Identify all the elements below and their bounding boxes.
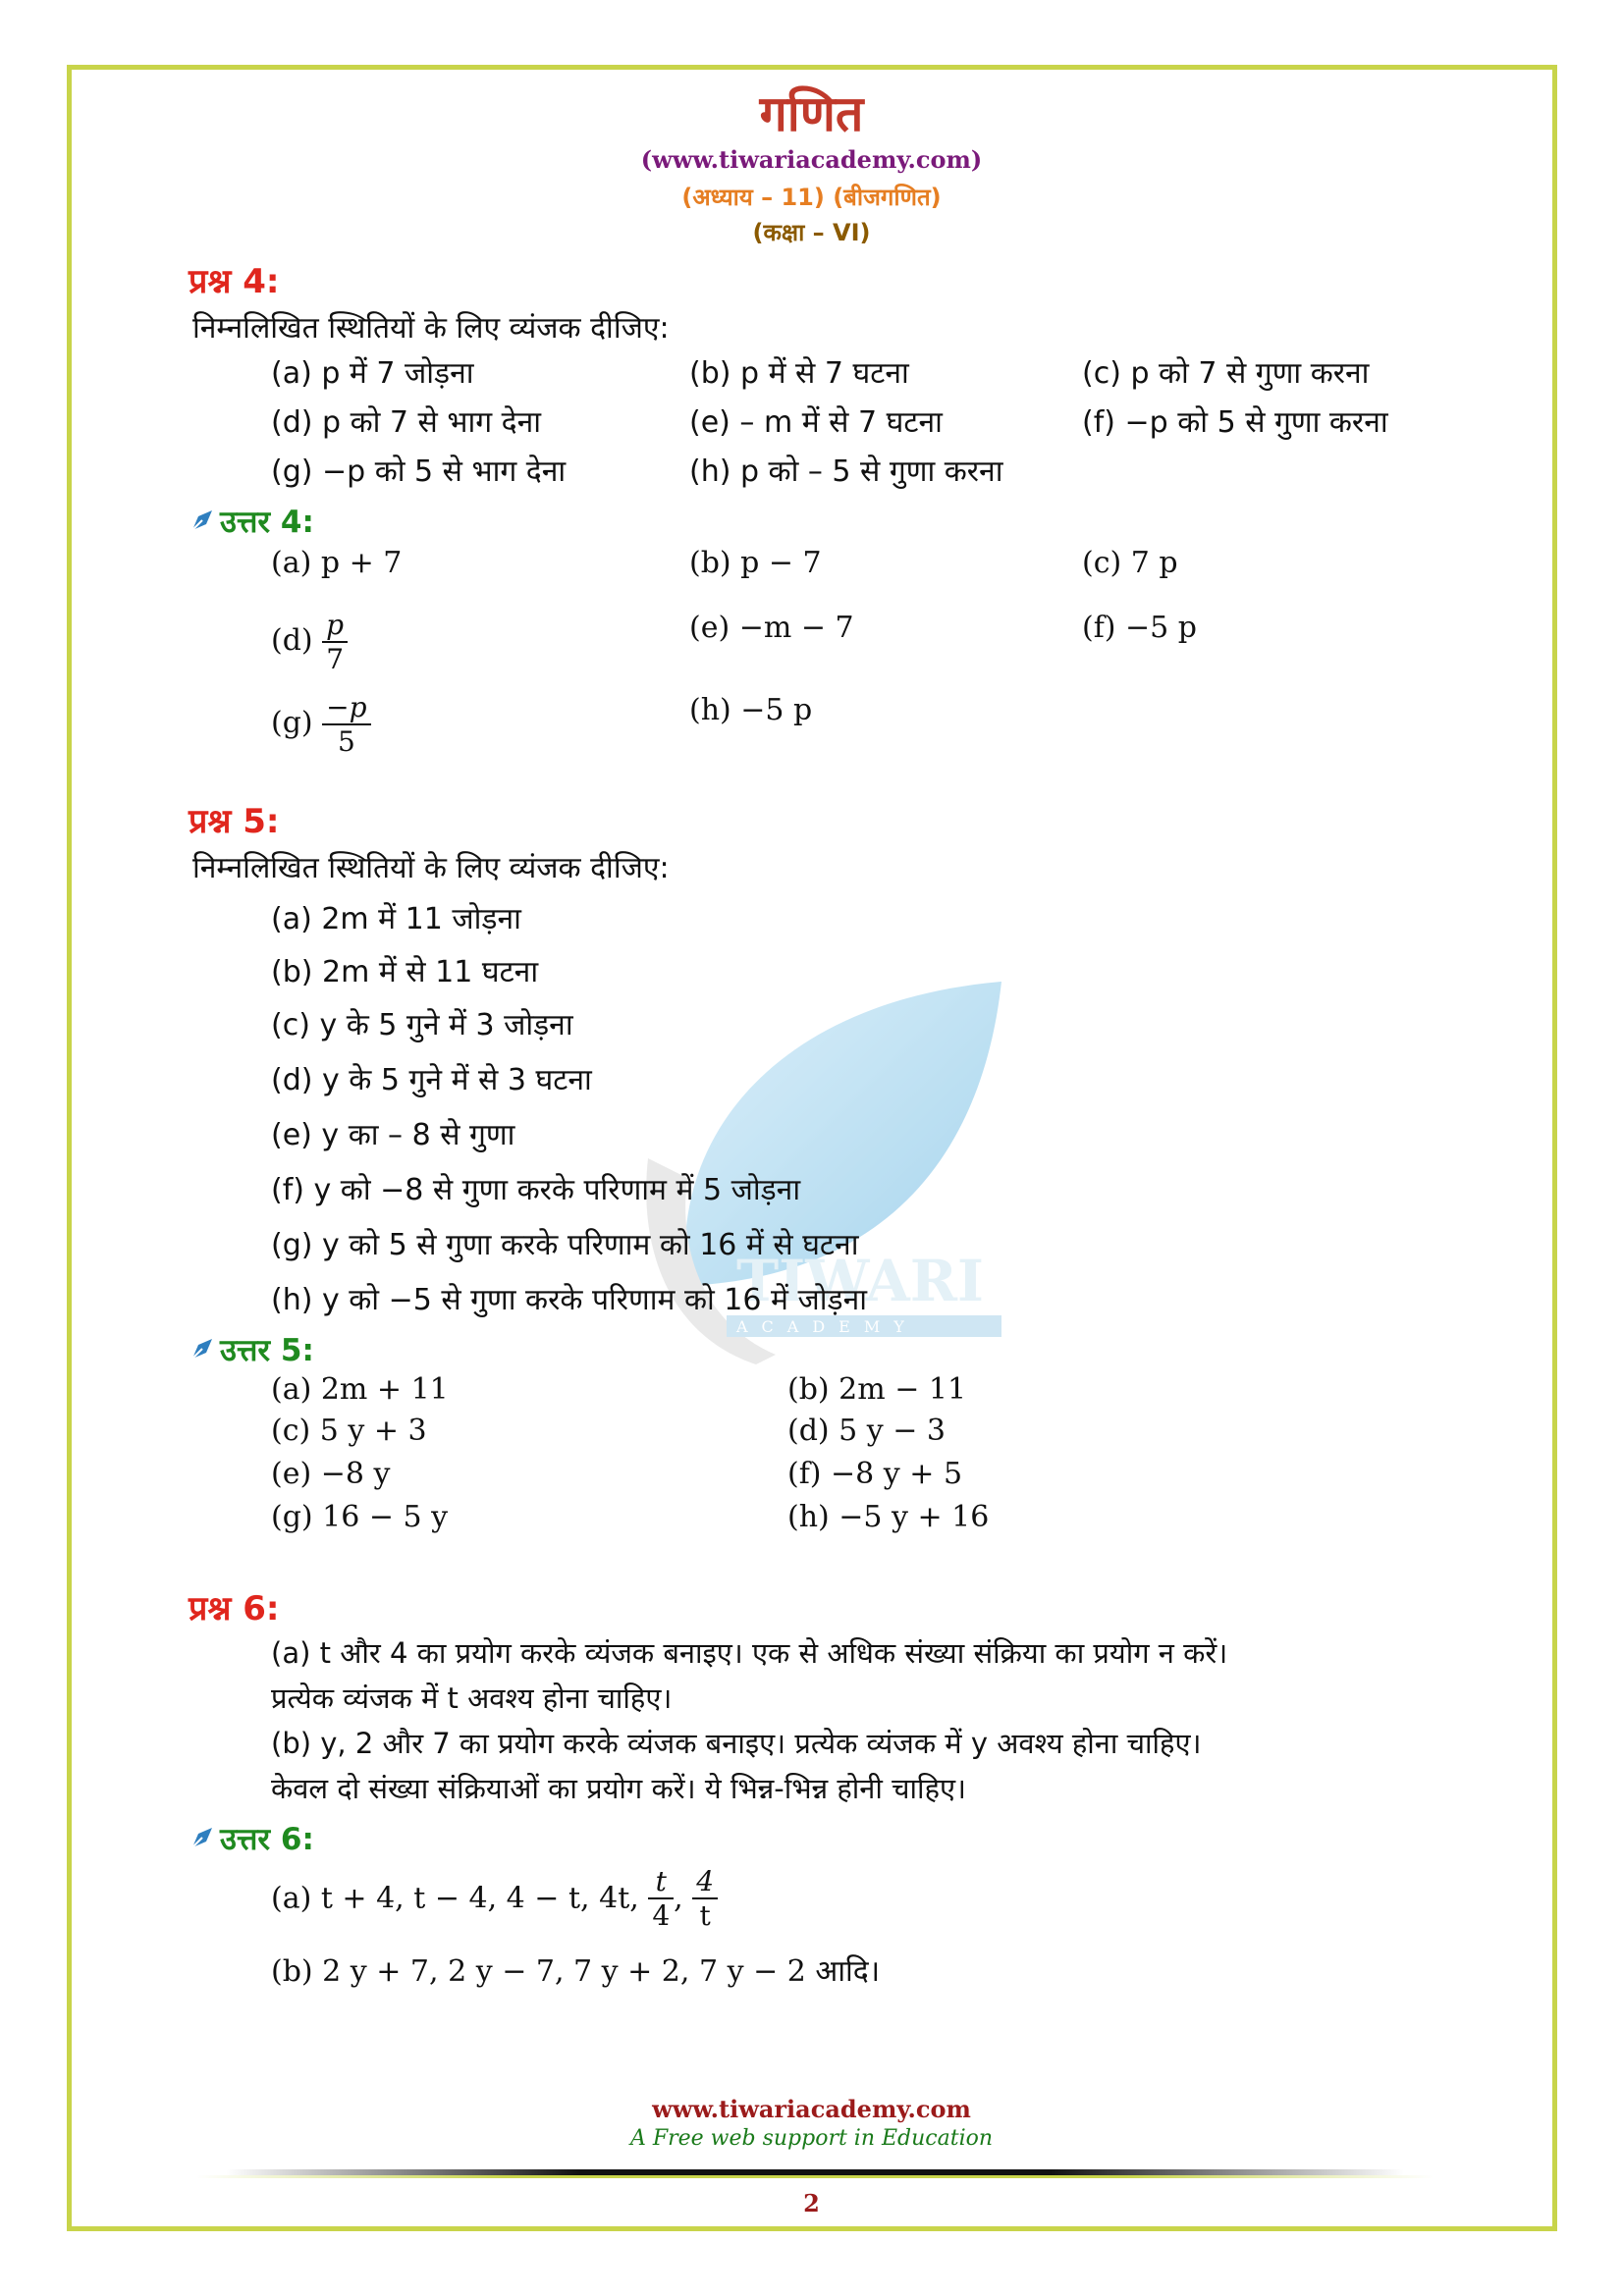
fraction-denominator: 7 xyxy=(326,643,345,675)
pen-icon xyxy=(189,507,216,534)
page-number: 2 xyxy=(803,2189,820,2217)
q4-item-a: (a) p में 7 जोड़ना xyxy=(271,356,474,391)
q4-item-e: (e) – m में से 7 घटना xyxy=(689,405,943,440)
a4-item-d-label: (d) xyxy=(271,623,313,658)
answer-6-heading-text: उत्तर 6: xyxy=(220,1822,314,1857)
a4-item-d-fraction xyxy=(322,609,348,675)
a4-item-f: (f) −5 p xyxy=(1082,611,1198,645)
footer-tagline: A Free web support in Education xyxy=(629,2126,994,2151)
q5-item-b: (b) 2m में से 11 घटना xyxy=(271,955,539,989)
a4-item-g-fraction xyxy=(322,691,370,758)
q5-item-a: (a) 2m में 11 जोड़ना xyxy=(271,902,521,936)
q4-item-f: (f) −p को 5 से गुणा करना xyxy=(1082,405,1388,440)
a6-item-a-text: (a) t + 4, t − 4, 4 − t, 4t, xyxy=(271,1881,639,1916)
fraction-denominator: 4 xyxy=(652,1899,671,1932)
fraction-denominator: 5 xyxy=(337,725,355,758)
question-6-heading: प्रश्न 6: xyxy=(189,1589,280,1629)
class-label: (कक्षा – VI) xyxy=(752,219,871,246)
answer-6-heading xyxy=(189,1818,314,1859)
a6-item-a: (a) t + 4, t − 4, 4 − t, 4t, $\frac{t}{4}$ , $\frac{4}{t}$ xyxy=(271,1865,718,1932)
question-4-instruction: निम्नलिखित स्थितियों के लिए व्यंजक दीजिए: xyxy=(192,311,670,346)
a6-fraction-1 xyxy=(648,1865,674,1932)
fraction-numerator: 4 xyxy=(692,1865,718,1899)
q6-line-3: (b) y, 2 और 7 का प्रयोग करके व्यंजक बनाइए। प्रत्येक व्यंजक में y अवश्य होना चाहिए। xyxy=(271,1727,1202,1760)
q4-item-d: (d) p को 7 से भाग देना xyxy=(271,405,541,440)
watermark-text: TIWARI xyxy=(736,1248,985,1314)
q4-item-h: (h) p को – 5 से गुणा करना xyxy=(689,454,1003,489)
q6-line-2: प्रत्येक व्यंजक में t अवश्य होना चाहिए। xyxy=(271,1682,673,1715)
a5-item-h: (h) −5 y + 16 xyxy=(787,1500,990,1534)
a5-item-a: (a) 2m + 11 xyxy=(271,1372,449,1407)
a4-item-g xyxy=(271,691,371,758)
footer-divider-accent xyxy=(196,2175,1434,2178)
a4-item-c: (c) 7 p xyxy=(1082,546,1178,580)
answer-5-heading-text: उत्तर 5: xyxy=(220,1333,314,1368)
pen-icon xyxy=(189,1824,216,1851)
q6-line-1: (a) t और 4 का प्रयोग करके व्यंजक बनाइए। एक से अधिक संख्या संक्रिया का प्रयोग न करें। xyxy=(271,1636,1228,1670)
a4-item-h: (h) −5 p xyxy=(689,693,813,727)
a4-item-b: (b) p − 7 xyxy=(689,546,822,580)
fraction-numerator: t xyxy=(648,1865,674,1899)
q4-item-c: (c) p को 7 से गुणा करना xyxy=(1082,356,1370,391)
a4-item-a: (a) p + 7 xyxy=(271,546,403,580)
q4-item-g: (g) −p को 5 से भाग देना xyxy=(271,454,567,489)
question-5-instruction: निम्नलिखित स्थितियों के लिए व्यंजक दीजिए: xyxy=(192,851,670,885)
a4-item-d xyxy=(271,609,348,675)
answer-5-heading xyxy=(189,1329,314,1370)
question-4-heading: प्रश्न 4: xyxy=(189,262,280,301)
pen-icon xyxy=(189,1335,216,1362)
q5-item-g: (g) y को 5 से गुणा करके परिणाम को 16 में से घटना xyxy=(271,1228,859,1262)
a5-item-c: (c) 5 y + 3 xyxy=(271,1414,427,1448)
q5-item-f: (f) y को −8 से गुणा करके परिणाम में 5 जोड़ना xyxy=(271,1173,801,1207)
page-title: गणित xyxy=(759,85,864,142)
a6-fraction-2 xyxy=(692,1865,718,1932)
question-5-heading: प्रश्न 5: xyxy=(189,802,280,841)
a5-item-b: (b) 2m − 11 xyxy=(787,1372,967,1407)
q4-item-b: (b) p में से 7 घटना xyxy=(689,356,909,391)
q5-item-c: (c) y के 5 गुने में 3 जोड़ना xyxy=(271,1008,573,1042)
footer-url[interactable]: www.tiwariacademy.com xyxy=(652,2095,971,2123)
a5-item-d: (d) 5 y − 3 xyxy=(787,1414,947,1448)
answer-4-heading-text: उत्तर 4: xyxy=(220,505,314,540)
fraction-numerator: −p xyxy=(322,691,370,725)
a5-item-f: (f) −8 y + 5 xyxy=(787,1457,963,1491)
a5-item-g: (g) 16 − 5 y xyxy=(271,1500,449,1534)
fraction-denominator: t xyxy=(699,1899,711,1932)
a4-item-e: (e) −m − 7 xyxy=(689,611,854,645)
a6-item-b: (b) 2 y + 7, 2 y − 7, 7 y + 2, 7 y − 2 आदि। xyxy=(271,1954,881,1989)
answer-4-heading xyxy=(189,501,314,542)
q6-line-4: केवल दो संख्या संक्रियाओं का प्रयोग करें। ये भिन्न-भिन्न होनी चाहिए। xyxy=(271,1772,966,1805)
chapter-label: (अध्याय – 11) (बीजगणित) xyxy=(681,184,942,211)
a5-item-e: (e) −8 y xyxy=(271,1457,391,1491)
a4-item-g-label: (g) xyxy=(271,706,313,740)
fraction-numerator: p xyxy=(322,609,348,643)
watermark-subtext: ACADEMY xyxy=(736,1317,918,1336)
q5-item-e: (e) y का – 8 से गुणा xyxy=(271,1118,515,1152)
q5-item-h: (h) y को −5 से गुणा करके परिणाम को 16 में जोड़ना xyxy=(271,1283,867,1317)
q5-item-d: (d) y के 5 गुने में से 3 घटना xyxy=(271,1063,592,1097)
header-url: (www.tiwariacademy.com) xyxy=(640,145,983,174)
